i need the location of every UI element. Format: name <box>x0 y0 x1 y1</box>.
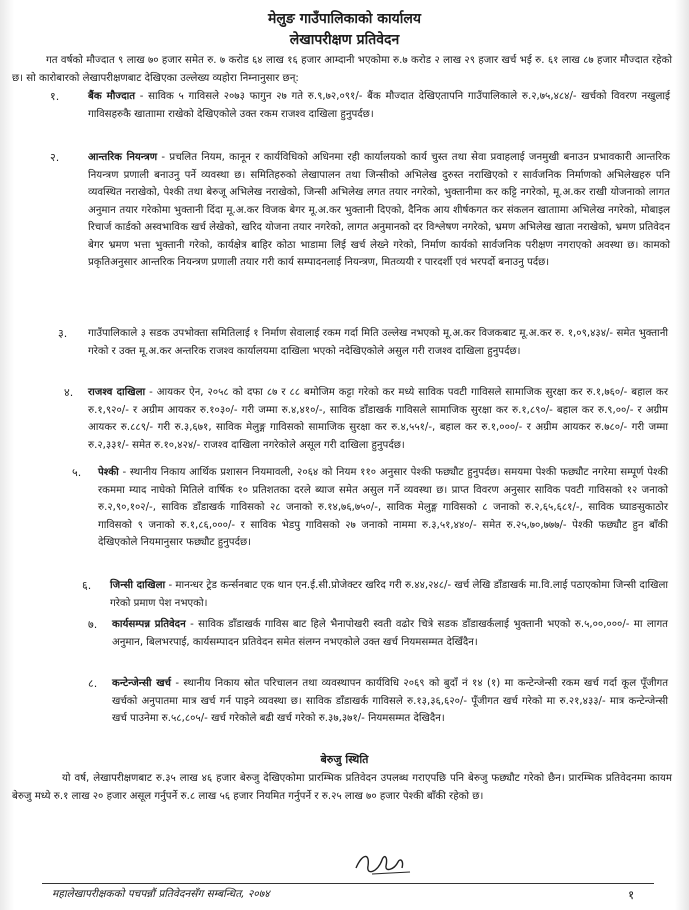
item-4-number: ४. <box>64 386 74 399</box>
item-1-heading: बैंक मौज्दात <box>88 91 136 102</box>
item-6-heading: जिन्सी दाखिला <box>110 580 166 591</box>
item-5-heading: पेश्की <box>98 467 119 478</box>
item-6-goods-deposit <box>110 577 668 612</box>
item-6-number: ६. <box>82 579 92 592</box>
item-8-contingency <box>112 675 668 728</box>
item-7-heading: कार्यसम्पन्न प्रतिवेदन <box>112 619 186 630</box>
item-5-advance <box>98 464 668 552</box>
page-number: १ <box>628 888 635 902</box>
item-4-heading: राजश्व दाखिला <box>88 387 146 398</box>
report-title: लेखापरीक्षण प्रतिवेदन <box>289 32 400 48</box>
item-3-text: गाउँपालिकाले ३ सडक उपभोक्ता समितिलाई १ निर्माण सेवालाई रकम गर्दा मिति उल्लेख नभएको मू.अ.कर विजकबाट मू.अ.कर रु. १,०९,४३४/- समेत भुक्तानी गरेको र उक्त मू.अ.कर अन्तरिक राजश्व कार्यालयमा दाखिला भएको नदेखिएकोले असुल गरी राजश्व दाखिला हुनुपर्दछ। <box>88 328 668 357</box>
beruju-heading: बेरुजु स्थिति <box>320 753 369 766</box>
item-2-text: - प्रचलित नियम, कानून र कार्यविधिको अधिनमा रही कार्यालयको कार्य चुस्त तथा सेवा प्रवाहलाई जनमुखी बनाउन प्रभावकारी आन्तरिक नियन्त्रण प्रणाली बनाउनु पर्ने व्यवस्था छ। समितिहरुको लेखापालन तथा जिन्सीको अभिलेख दुरुस्त नराखिएको र सार्वजनिक निर्माणको अभिलेखहरु पनि व्यवस्थित नराखेको, पेश्की तथा बेरुजू अभिलेख नराखेको, जिन्सी अभिलेख लगत तयार नगरेको, भुक्तानीमा कर कट्टि नगरेको, मू.अ.कर राखी योजनाको लागत अनुमान तयार गरेकोमा भुक्तानी दिंदा मू.अ.कर विजक बेगर मू.अ.कर भुक्तानी दिएको, दैनिक आय शीर्षकगत कर संकलन खाताामा अभिलेख नगरेको, मोबाइल रिचार्ज कार्डको अस्वभाविक खर्च लेखेको, खरिद योजना तयार नगरेको, लागत अनुमानको दर विश्लेषण नगरेको, भ्रमण अभिलेख खाता नराखेको, भ्रमण प्रतिवेदन बेगर भ्रमण भत्ता भुक्तानी गरेको, कार्यक्षेत्र बाहिर कोठा भाडामा लिई खर्च लेख्ने गरेको, निर्माण कार्यको सार्वजनिक परीक्षण नगराएको अवस्था छ। कामको प्रकृतिअनुसार आन्तरिक नियन्त्रण प्रणाली तयार गरी कार्य सम्पादनलाई नियन्त्रण, मितव्ययी र पारदर्शी एवं भरपर्दो बनाउनु पर्दछ। <box>88 152 670 268</box>
item-1-text: - साविक ५ गाविसले २०७३ फागुन २७ गते रु.९,७२,०९१/- बैंक मौज्दात देखिएतापनि गाउँपालिकाले रु.२,७५,४८४/- खर्चको विवरण नखुलाई गाविसहरुकै खाताामा राखेको देखिएकोले उक्त रकम राजश्व दाखिला हुनुपर्दछ। <box>88 91 670 120</box>
footer-rule <box>42 883 654 884</box>
item-6-text: - मानन्धर ट्रेड कर्न्सनबाट एक थान एन.ई.सी.प्रोजेक्टर खरिद गरी रु.४४,२४८/- खर्च लेखि डाँडाखर्क मा.वि.लाई पठाएकोमा जिन्सी दाखिला गरेको प्रमाण पेश नभएको। <box>110 580 668 609</box>
beruju-paragraph: यो वर्ष, लेखापरीक्षणबाट रु.३५ लाख ४६ हजार बेरुजु देखिएकोमा प्रारम्भिक प्रतिवेदन उपलब्ध गराएपछि पनि बेरुजु फछ्यौट गरेको छैन। प्रारम्भिक प्रतिवेदनमा कायम बेरुजु मध्ये रु.१ लाख २० हजार असूल गर्नुपर्ने रु.८ लाख ५६ हजार नियमित गर्नुपर्ने र रु.२५ लाख ७० हजार पेश्की बाँकी रहेको छ। <box>12 773 672 802</box>
item-4-revenue-deposit <box>88 384 668 454</box>
item-8-number: ८. <box>88 677 98 690</box>
item-8-heading: कन्टेन्जेन्सी खर्च <box>112 678 172 689</box>
item-1-number: १. <box>50 90 60 103</box>
intro-paragraph: गत वर्षको मौज्दात ९ लाख ७० हजार समेत रु. ७ करोड ६४ लाख १६ हजार आम्दानी भएकोमा रु.७ करोड २ लाख २९ हजार खर्च भई रु. ६१ लाख ८७ हजार मौज्दात रहेको छ। सो कारोबारको लेखापरीक्षणबाट देखिएका उल्लेख्य व्यहोरा निम्नानुसार छन्: <box>12 55 672 84</box>
footer-text: महालेखापरीक्षकको पचपन्नौं प्रतिवेदनसँग सम्बन्धित, २०७४ <box>52 888 270 900</box>
item-2-heading: आन्तरिक नियन्त्रण <box>88 152 158 163</box>
item-3-number: ३. <box>58 327 68 340</box>
signature <box>352 846 416 880</box>
item-2-internal-control <box>88 149 670 272</box>
item-1-bank-balance <box>88 88 670 123</box>
item-2-number: २. <box>50 151 60 164</box>
item-4-text: - आयकर ऐन, २०५८ को दफा ८७ र ८८ बमोजिम कट्टा गरेको कर मध्ये साविक पवटी गाविसले सामाजिक सुरक्षा कर रु.१,७६०/- बहाल कर रु.१,९२०/- र अग्रीम आयकर रु.१०३०/- गरी जम्मा रु.४,४१०/-, साविक डाँडाखर्क गाविसले सामाजिक सुरक्षा कर रु.१,८९०/- बहाल कर रु.९,००/- र अग्रीम आयकर रु.८८९/- गरी रु.३,६७१, साविक मेलुङ्ग गाविसको सामाजिक सुरक्षा कर रु.४,५५१/-, बहाल कर रु.१,०००/- र अग्रीम आयकर रु.७८०/- गरी जम्मा रु.२,३३१/- समेत रु.१०,४२४/- राजश्व दाखिला नगरेकोले असूल गरी दाखिला हुनुपर्दछ। <box>88 387 668 451</box>
item-3-vat-payment <box>88 325 668 360</box>
office-title: मेलुङ गाउँपालिकाको कार्यालय <box>268 11 421 27</box>
item-5-text: - स्थानीय निकाय आर्थिक प्रशासन नियमावली, २०६४ को नियम ११० अनुसार पेश्की फछ्यौट हुनुपर्दछ। समयमा पेश्की फछ्यौट नगरेमा सम्पूर्ण पेश्की रकममा म्याद नाघेको मितिले वार्षिक १० प्रतिशतका दरले ब्याज समेत असुल गर्ने व्यवस्था छ। प्राप्त विवरण अनुसार साविक पवटी गाविसको १२ जनाको रु.२,९०,१०२/-, साविक डाँडाखर्क गाविसको २८ जनाको रु.१४,७६,७५०/-, साविक मेलुङ्ग गाविसको ८ जनाको रु.२,६५,६८१/-, साविक घ्याङसुकाठोर गाविसको ९ जनाको रु.१,८६,०००/- र साविक भेडपु गाविसको २७ जनाको नाममा रु.३,५१,४४०/- समेत रु.२५,७०,७७७/- पेश्की फछ्यौट हुन बाँकी देखिएकोले नियमानुसार फछ्यौट हुनुपर्दछ। <box>98 467 668 548</box>
item-5-number: ५. <box>72 466 82 479</box>
item-7-text: - साविक डाँडाखर्क गाविस बाट हिले भैनापोखरी स्वती वढोर चित्रे सडक डाँडाखर्कलाई भुक्तानी भएको रु.५,००,०००/- मा लागत अनुमान, बिलभरपाई, कार्यसम्पादन प्रतिवेदन समेत संलग्न नभएकोले उक्त खर्च नियमसम्मत देखिँदैन। <box>112 619 668 648</box>
item-7-completion-report <box>112 616 668 651</box>
item-7-number: ७. <box>88 618 98 631</box>
item-8-text: - स्थानीय निकाय स्रोत परिचालन तथा व्यवस्थापन कार्यविधि २०६९ को बुदाँ नं १४ (१) मा कन्टेन्जेन्सी रकम खर्च गर्दा कूल पूँजीगत खर्चको अनुपातमा मात्र खर्च गर्न पाइने व्यवस्था छ। साविक डाँडाखर्क गाविसले रु.१३,३६,६२०/- पूँजीगत खर्च गरेको मा रु.२१,४३३/- मात्र कन्टेन्जेन्सी खर्च पाउनेमा रु.५८,८०५/- खर्च गरेकोले बढी खर्च गरेको रु.३७,३७१/- नियमसम्मत देखिदैन। <box>112 678 668 724</box>
